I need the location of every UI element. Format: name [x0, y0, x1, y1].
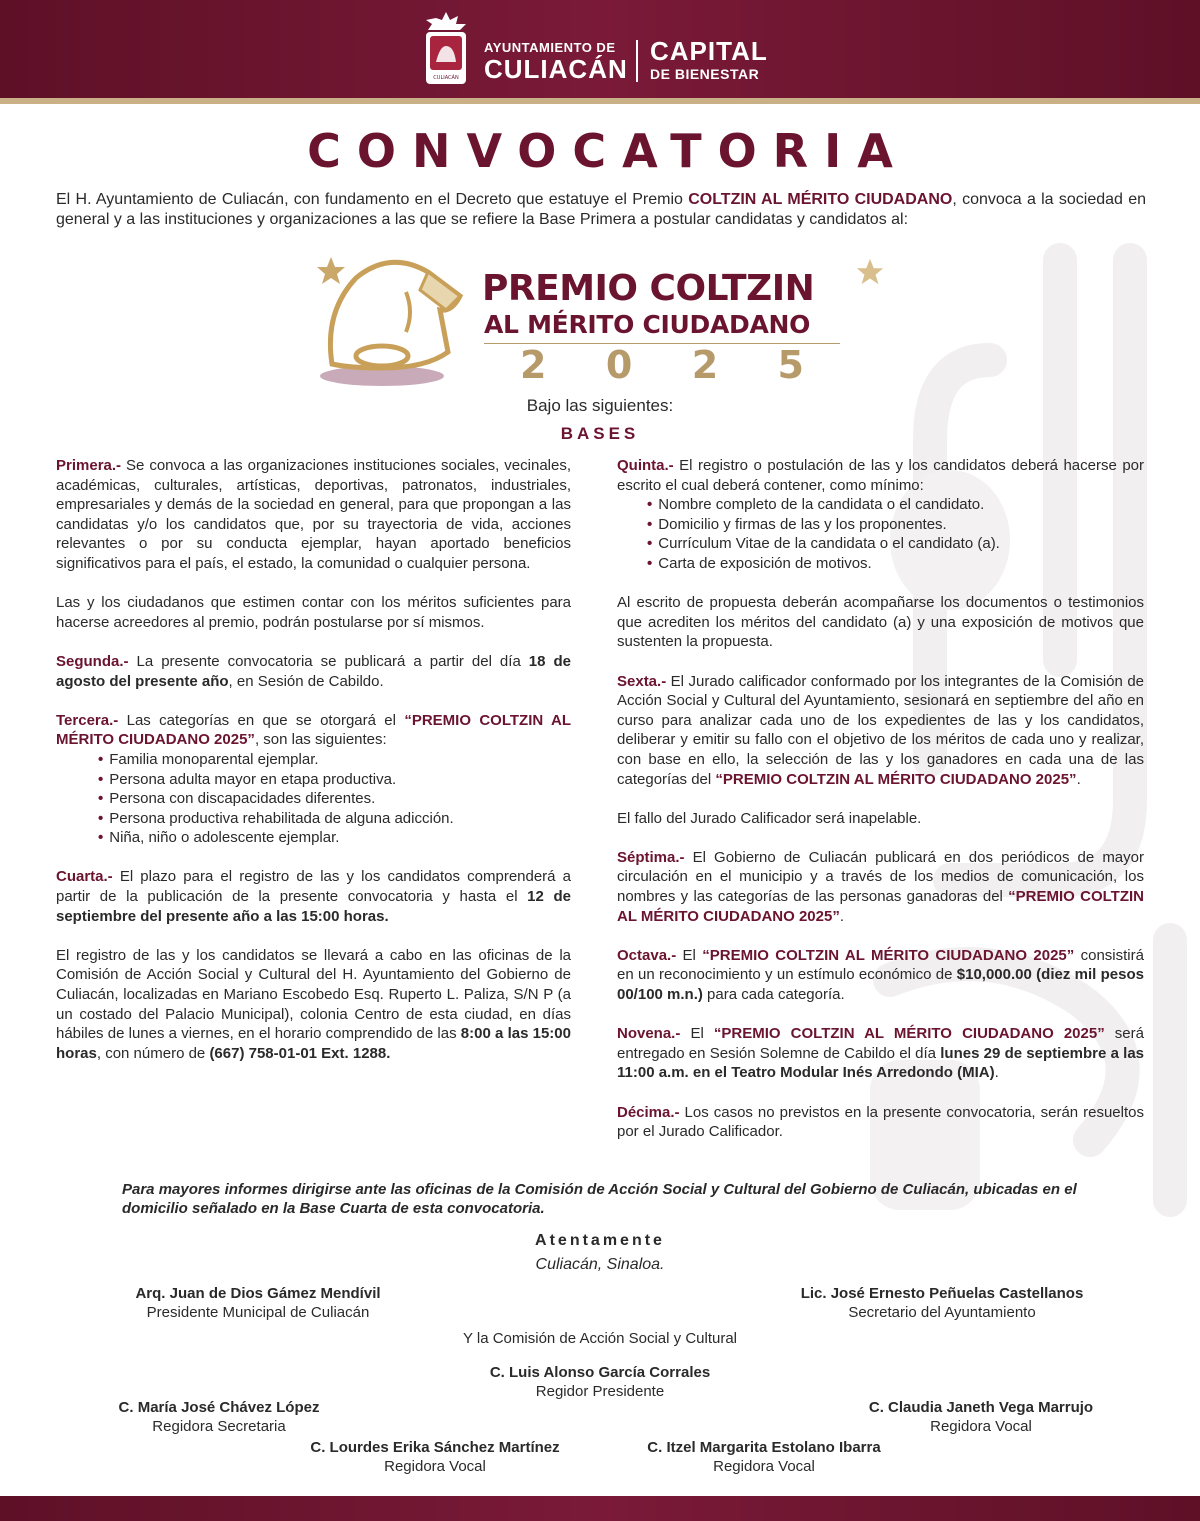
year-digit: 0	[605, 343, 633, 387]
base-text: para cada categoría.	[702, 986, 845, 1004]
base-tercera	[56, 711, 571, 750]
base-text: El Gobierno de Culiacán publicará en dos periódicos de mayor circulación en el municipio y a través de los medios de comunicación, los nombres y las categorías de las personas ganadoras del	[617, 848, 1144, 906]
signature-vocal	[280, 1438, 590, 1476]
signer-role: Regidora Secretaria	[152, 1418, 286, 1435]
award-name-quote: “PREMIO COLTZIN AL MÉRITO CIUDADANO 2025”	[617, 888, 1144, 925]
office-hours: 8:00 a las 15:00 horas	[56, 1025, 571, 1062]
signer-name: C. Lourdes Erika Sánchez Martínez	[310, 1439, 560, 1456]
year-digit: 5	[777, 343, 804, 387]
base-text: El plazo para el registro de las y los candidatos comprenderá a partir de la publicación de la presente convocatoria y hasta el	[56, 868, 571, 906]
category-list	[56, 750, 571, 848]
signature-vocal	[616, 1438, 912, 1476]
city-line: Culiacán, Sinaloa.	[535, 1256, 665, 1273]
base-text: Se convoca a las organizaciones instituciones sociales, vecinales, académicas, culturales, artísticas, deportivas, patronatos, industriales, empresariales y demás de la sociedad en general, para que propongan a las candidatas y/o los candidatos que, por su trayectoria de vida, acciones relevantes o por su conducta ejemplar, hayan aportado beneficios significativos para el país, el estado, la comunidad o cualquier persona.	[56, 457, 571, 572]
base-deadline: 12 de septiembre del presente año a las 15:00 horas.	[56, 888, 571, 925]
award-logo-subtitle: AL MÉRITO CIUDADANO	[484, 310, 811, 339]
base-label: Novena.-	[617, 1025, 681, 1043]
signer-role: Secretario del Ayuntamiento	[848, 1304, 1036, 1321]
intro-text-1: El H. Ayuntamiento de Culiacán, con fundamento en el Decreto que estatuye el Premio	[56, 191, 689, 208]
crest-label: CULIACÁN	[433, 75, 459, 81]
more-info-note: Para mayores informes dirigirse ante las oficinas de la Comisión de Acción Social y Cultural del Gobierno de Culiacán, ubicadas en el domicilio señalado en la Base Cuarta de esta convocatoria.	[122, 1181, 1077, 1217]
base-label: Primera.-	[56, 457, 122, 474]
award-hat-icon	[310, 252, 480, 392]
year-digit: 2	[691, 343, 719, 387]
base-text: , son las siguientes:	[254, 731, 387, 749]
base-octava	[617, 946, 1144, 1005]
signer-role: Regidor Presidente	[535, 1383, 665, 1400]
base-text: consistirá en un reconocimiento y un estímulo económico de	[617, 946, 1144, 984]
city-crest-icon	[422, 12, 470, 86]
award-name-quote: “PREMIO COLTZIN AL MÉRITO CIUDADANO 2025”	[715, 770, 1077, 788]
base-date: 18 de agosto del presente año	[56, 652, 571, 690]
base-text: La presente convocatoria se publicará a partir del día	[128, 652, 529, 670]
header-capital: CAPITAL	[650, 36, 768, 66]
signature-vocal	[836, 1398, 1126, 1436]
star-icon	[856, 258, 884, 286]
base-text: El	[680, 1025, 714, 1043]
requirements-list	[617, 495, 1144, 573]
list-item: • Nombre completo de la candidata o el candidato.	[647, 495, 1144, 515]
base-label: Octava.-	[617, 946, 677, 964]
base-quinta	[617, 456, 1144, 495]
award-name-quote: “PREMIO COLTZIN AL MÉRITO CIUDADANO 2025”	[713, 1025, 1105, 1043]
list-item: • Persona con discapacidades diferentes.	[98, 789, 571, 809]
base-cuarta	[56, 867, 571, 926]
signer-name: C. Itzel Margarita Estolano Ibarra	[647, 1439, 881, 1456]
base-text: , en Sesión de Cabildo.	[228, 672, 384, 690]
base-label: Cuarta.-	[56, 868, 113, 886]
base-text: El registro de las y los candidatos se llevará a cabo en las oficinas de la Comisión de Acción Social y Cultural del H. Ayuntamiento del Gobierno de Culiacán, localizadas en Mariano Escobedo Esq. Ruperto L. Paliza, S/N P (a un costado del Palacio Municipal), colonia Centro de esta ciudad, en días hábiles de lunes a viernes, en el horario comprendido de las	[56, 946, 571, 1043]
footer-bar	[0, 1496, 1200, 1521]
base-sexta	[617, 672, 1144, 790]
signer-role: Regidora Vocal	[930, 1418, 1032, 1435]
base-text: El	[676, 946, 703, 964]
base-segunda	[56, 652, 571, 691]
signer-name: Arq. Juan de Dios Gámez Mendívil	[135, 1285, 381, 1302]
list-item: • Domicilio y firmas de las y los proponentes.	[647, 515, 1144, 535]
base-text: será entregado en Sesión Solemne de Cabildo el día	[617, 1025, 1144, 1062]
signer-role: Regidora Vocal	[713, 1458, 815, 1475]
base-label: Sexta.-	[617, 672, 667, 690]
atentamente: Atentamente	[535, 1232, 665, 1249]
intro-paragraph	[56, 190, 1146, 230]
left-column	[56, 456, 571, 1083]
signer-name: Lic. José Ernesto Peñuelas Castellanos	[800, 1285, 1084, 1302]
paragraph-fallo: El fallo del Jurado Calificador será inapelable.	[617, 809, 922, 827]
header-culiacan: CULIACÁN	[484, 54, 628, 84]
list-item: • Familia monoparental ejemplar.	[98, 750, 571, 770]
base-text: .	[839, 907, 844, 925]
header-gold-line	[0, 98, 1200, 104]
base-text: El registro o postulación de las y los candidatos deberá hacerse por escrito el cual deberá contener, como mínimo:	[617, 457, 1144, 494]
list-item: • Carta de exposición de motivos.	[647, 554, 1144, 574]
base-text: Los casos no previstos en la presente convocatoria, serán resueltos por el Jurado Calificador.	[617, 1103, 1144, 1141]
award-name-quote: “PREMIO COLTZIN AL MÉRITO CIUDADANO 2025”	[56, 711, 571, 749]
list-item: • Persona productiva rehabilitada de alguna adicción.	[98, 809, 571, 829]
header-bienestar: DE BIENESTAR	[650, 66, 760, 82]
award-logo-title: PREMIO COLTZIN	[482, 268, 815, 309]
list-item: • Persona adulta mayor en etapa productiva.	[98, 770, 571, 790]
award-logo-year	[484, 343, 840, 387]
signer-name: C. Claudia Janeth Vega Marrujo	[868, 1399, 1094, 1416]
page-title: CONVOCATORIA	[307, 124, 909, 178]
intro-text-2: , convoca a la sociedad en general y a las instituciones y organizaciones a las que se refiere la Base Primera a postular candidatas y candidatos al:	[56, 191, 1146, 228]
base-text: , con número de	[96, 1044, 210, 1062]
base-septima	[617, 848, 1144, 926]
signer-role: Regidora Vocal	[384, 1458, 486, 1475]
base-label: Séptima.-	[617, 848, 685, 866]
base-label: Segunda.-	[56, 652, 129, 670]
header-ayuntamiento: AYUNTAMIENTO DE	[484, 40, 616, 55]
bases-intro: Bajo las siguientes:	[526, 396, 674, 415]
signature-secretario	[770, 1284, 1114, 1322]
list-item: • Niña, niño o adolescente ejemplar.	[98, 828, 571, 848]
base-text: .	[1076, 770, 1081, 788]
ceremony-date: lunes 29 de septiembre a las 11:00 a.m. en el Teatro Modular Inés Arredondo (MIA)	[617, 1044, 1144, 1082]
signer-name: C. María José Chávez López	[118, 1399, 320, 1416]
paragraph-escrito: Al escrito de propuesta deberán acompañarse los documentos o testimonios que acrediten los méritos del candidato (a) y una exposición de motivos que sustenten la propuesta.	[617, 594, 1144, 651]
base-text: Las categorías en que se otorgará el	[118, 711, 405, 729]
base-text: .	[994, 1064, 999, 1082]
year-digit: 2	[520, 343, 547, 387]
base-primera	[56, 456, 571, 574]
paragraph-registro	[56, 946, 571, 1064]
paragraph-ciudadanos: Las y los ciudadanos que estimen contar con los méritos suficientes para hacerse acreedores al premio, podrán postularse por sí mismos.	[56, 594, 571, 631]
list-item: • Currículum Vitae de la candidata o el candidato (a).	[647, 534, 1144, 554]
base-label: Quinta.-	[617, 457, 674, 474]
signer-role: Presidente Municipal de Culiacán	[146, 1304, 370, 1321]
base-novena	[617, 1024, 1144, 1083]
prize-amount: $10,000.00 (diez mil pesos 00/100 m.n.)	[617, 966, 1144, 1004]
base-label: Décima.-	[617, 1103, 680, 1121]
comision-line: Y la Comisión de Acción Social y Cultural	[462, 1330, 738, 1347]
award-name-quote: “PREMIO COLTZIN AL MÉRITO CIUDADANO 2025”	[702, 946, 1075, 964]
base-label: Tercera.-	[56, 711, 119, 729]
signature-regidora-secretaria	[90, 1398, 348, 1436]
signature-presidente	[100, 1284, 416, 1322]
base-text: El Jurado calificador conformado por los integrantes de la Comisión de Acción Social y Cultural del Ayuntamiento, sesionará en septiembre del año en curso para analizar cada uno de los expedientes de las y los candidatos, deliberar y emitir su fallo con el objetivo de los méritos de cada uno y realizar, con base en ello, la selección de las y los ganadores en cada una de las categorías del	[617, 672, 1144, 788]
intro-award-name: COLTZIN AL MÉRITO CIUDADANO	[688, 191, 953, 208]
bases-heading: BASES	[560, 424, 640, 443]
base-decima	[617, 1103, 1144, 1142]
header-divider	[636, 40, 638, 82]
phone-number: (667) 758-01-01 Ext. 1288.	[209, 1044, 391, 1062]
right-column	[617, 456, 1144, 1161]
signature-regidor-presidente	[450, 1363, 750, 1401]
signer-name: C. Luis Alonso García Corrales	[489, 1364, 711, 1381]
